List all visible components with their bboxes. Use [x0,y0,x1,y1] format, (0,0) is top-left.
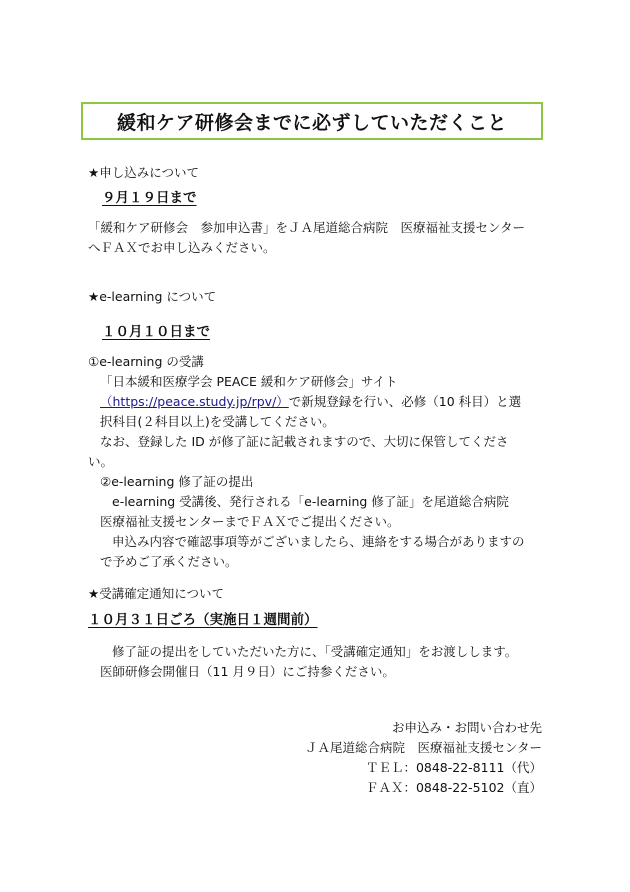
section-heading-elearning: ★e-learning について [88,289,217,304]
elearning-item2-title: ②e-learning 修了証の提出 [100,474,254,489]
elearning-item1-line3: で新規登録を行い、必修（10 科目）と選 [288,394,522,409]
application-text-line2: へＦＡＸでお申し込みください。 [88,240,276,255]
application-text-line1: 「緩和ケア研修会 参加申込書」をＪＡ尾道総合病院 医療福祉支援センター [88,220,526,235]
page-title: 緩和ケア研修会までに必ずしていただくこと [116,111,507,134]
elearning-item2-line1: e-learning 受講後、発行される「e-learning 修了証」を尾道総合病院 [112,494,509,509]
contact-tel: ＴＥＬ：0848-22-8111（代） [365,760,542,775]
elearning-item2-line4: で予めご了承ください。 [100,554,238,569]
elearning-item1-url-line [100,394,521,410]
deadline-application: ９月１９日まで [102,190,197,206]
elearning-item1-site: 「日本緩和医療学会 PEACE 緩和ケア研修会」サイト [100,374,398,389]
elearning-item2-line3: 申込み内容で確認事項等がございましたら、連絡をする場合がありますの [112,534,525,549]
contact-fax: ＦＡＸ：0848-22-5102（直） [365,780,542,795]
contact-heading: お申込み・お問い合わせ先 [391,720,542,735]
elearning-item2-line2: 医療福祉支援センターまでＦＡＸでご提出ください。 [100,514,400,529]
confirmation-text-line1: 修了証の提出をしていただいた方に、「受講確定通知」をお渡しします。 [112,644,518,659]
contact-org: ＪＡ尾道総合病院 医療福祉支援センター [304,740,542,755]
confirmation-text-line2: 医師研修会開催日（11 月９日）にご持参ください。 [100,664,395,679]
elearning-item1-line4: 択科目(２科目以上)を受講してください。 [100,414,335,429]
section-heading-application: ★申し込みについて [88,165,199,180]
elearning-item1-line6: い。 [88,454,114,469]
elearning-item1-line5: なお、登録した ID が修了証に記載されますので、大切に保管してくださ [100,434,509,449]
elearning-item1-title: ①e-learning の受講 [88,354,204,369]
deadline-confirmation: １０月３１日ごろ（実施日１週間前） [88,612,318,628]
peace-site-link[interactable]: （https://peace.study.jp/rpv/） [100,394,289,409]
section-heading-confirmation: ★受講確定通知について [88,586,224,601]
deadline-elearning: １０月１０日まで [102,324,210,340]
page-title-box [81,102,543,140]
